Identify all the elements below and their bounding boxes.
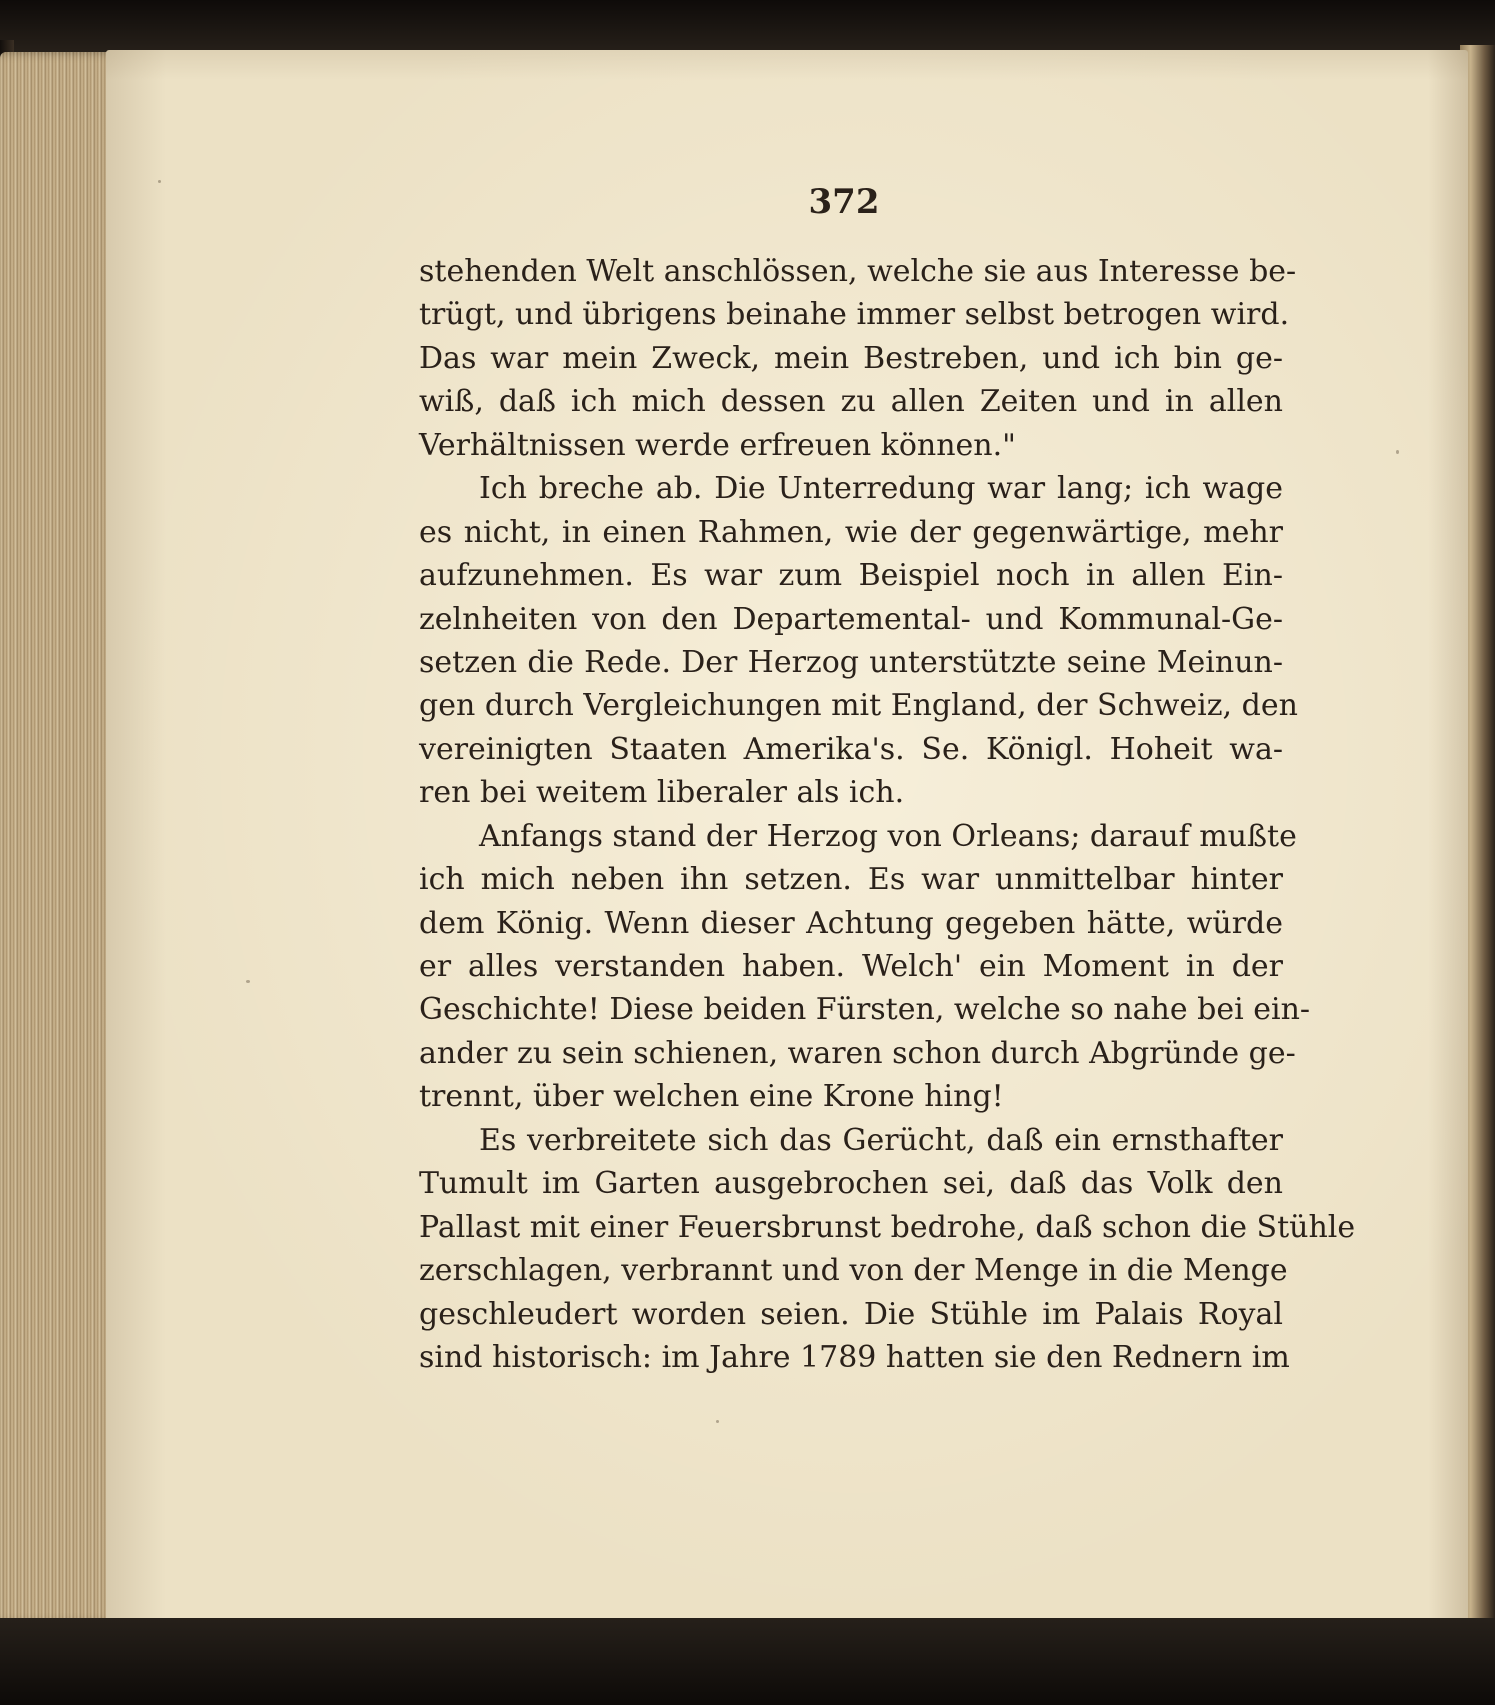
text-line: ich mich neben ihn setzen. Es war unmittelbar hinter xyxy=(419,862,1283,898)
paper-speck xyxy=(1396,450,1399,454)
paper-speck xyxy=(716,1420,719,1423)
page-edges-stack xyxy=(0,52,120,1624)
text-line: geschleudert worden seien. Die Stühle im Palais Royal xyxy=(419,1296,1283,1332)
text-line: zerschlagen, verbrannt und von der Menge in die Menge xyxy=(419,1253,1288,1289)
text-line: Pallast mit einer Feuersbrunst bedrohe, daß schon die Stühle xyxy=(419,1209,1356,1245)
text-line: sind historisch: im Jahre 1789 hatten sie den Rednern im xyxy=(419,1339,1290,1375)
text-line: wiß, daß ich mich dessen zu allen Zeiten und in allen xyxy=(419,384,1283,420)
text-line: ander zu sein schienen, waren schon durch Abgründe ge- xyxy=(419,1035,1296,1071)
text-line: Verhältnissen werde erfreuen können." xyxy=(419,427,1016,463)
text-line: Anfangs stand der Herzog von Orleans; darauf mußte xyxy=(479,818,1297,854)
text-line: Tumult im Garten ausgebrochen sei, daß das Volk den xyxy=(419,1166,1283,1202)
text-line: zelnheiten von den Departemental- und Kommunal-Ge- xyxy=(419,601,1283,637)
text-line: gen durch Vergleichungen mit England, der Schweiz, den xyxy=(419,688,1298,724)
text-line: dem König. Wenn dieser Achtung gegeben hätte, würde xyxy=(419,905,1283,941)
page-number: 372 xyxy=(808,182,880,222)
text-line: Ich breche ab. Die Unterredung war lang; ich wage xyxy=(479,471,1283,507)
text-line: trügt, und übrigens beinahe immer selbst betrogen wird. xyxy=(419,297,1290,333)
text-line: Das war mein Zweck, mein Bestreben, und ich bin ge- xyxy=(419,340,1283,376)
text-line: Geschichte! Diese beiden Fürsten, welche so nahe bei ein- xyxy=(419,992,1311,1028)
text-line: setzen die Rede. Der Herzog unterstützte seine Meinun- xyxy=(419,644,1283,680)
paper-speck xyxy=(246,980,250,983)
page-text xyxy=(419,250,1356,1379)
bottom-shadow xyxy=(0,1618,1495,1705)
text-line: vereinigten Staaten Amerika's. Se. Königl. Hoheit wa- xyxy=(419,731,1283,767)
text-line: stehenden Welt anschlössen, welche sie aus Interesse be- xyxy=(419,254,1297,289)
text-line: er alles verstanden haben. Welch' ein Moment in der xyxy=(419,949,1283,984)
text-line: Es verbreitete sich das Gerücht, daß ein ernsthafter xyxy=(479,1122,1283,1158)
text-line: trennt, über welchen eine Krone hing! xyxy=(419,1079,1004,1115)
paper-speck xyxy=(158,180,161,183)
text-line: aufzunehmen. Es war zum Beispiel noch in allen Ein- xyxy=(419,558,1283,594)
text-line: ren bei weitem liberaler als ich. xyxy=(419,775,905,811)
text-line: es nicht, in einen Rahmen, wie der gegenwärtige, mehr xyxy=(419,514,1283,550)
